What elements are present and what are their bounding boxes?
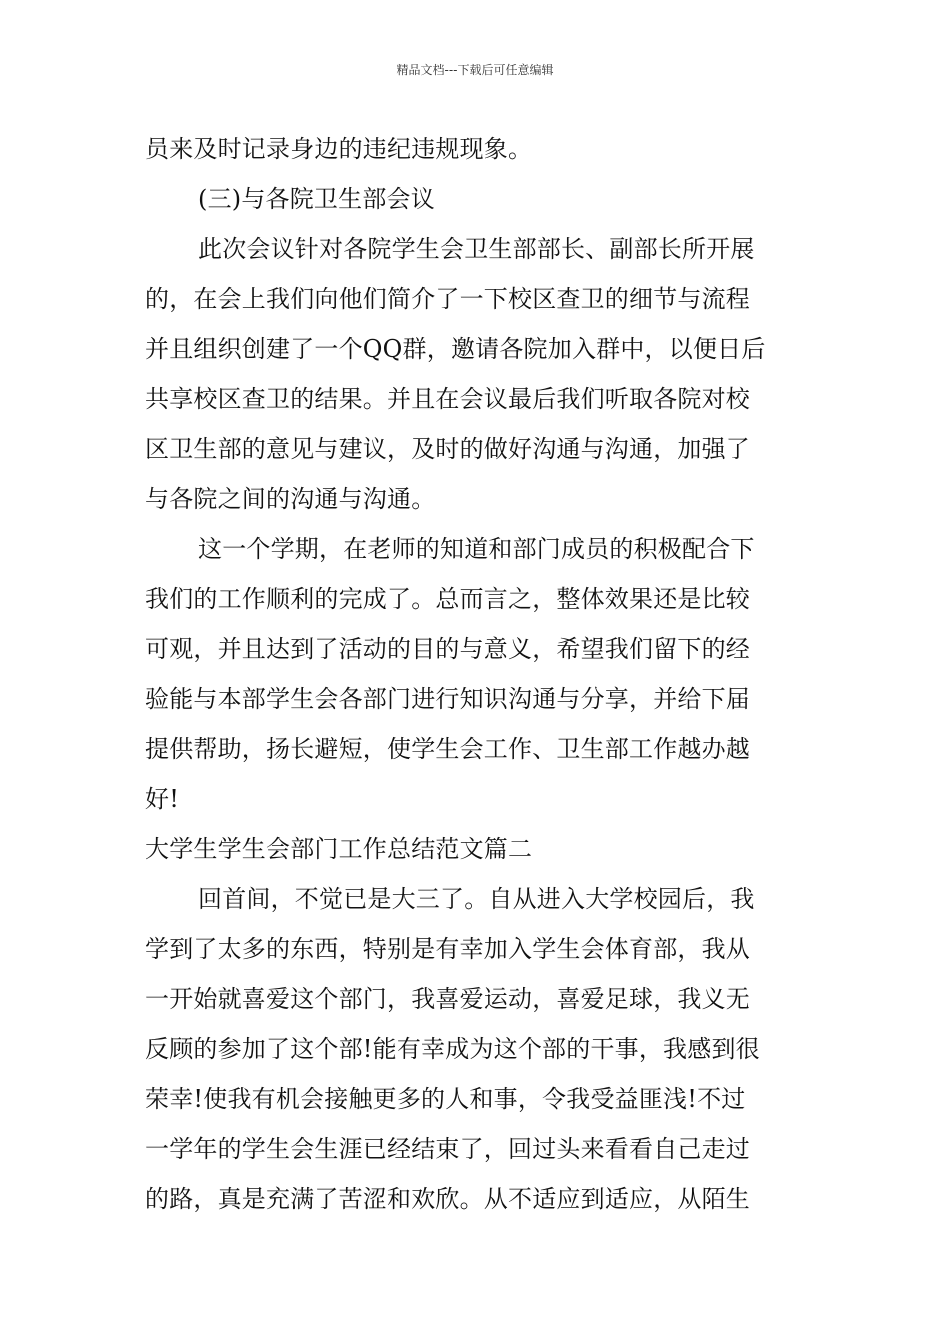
- text-line: 一开始就喜爱这个部门，我喜爱运动，喜爱足球，我义无: [145, 985, 750, 1013]
- text-line: 共享校区查卫的结果。并且在会议最后我们听取各院对校: [145, 385, 750, 413]
- text-line: 荣幸!使我有机会接触更多的人和事，令我受益匪浅!不过: [145, 1085, 746, 1113]
- document-body: [145, 124, 810, 1224]
- article-title: 大学生学生会部门工作总结范文篇二: [145, 835, 533, 863]
- text-line: 提供帮助，扬长避短，使学生会工作、卫生部工作越办越: [145, 735, 750, 763]
- text-line: 可观，并且达到了活动的目的与意义，希望我们留下的经: [145, 635, 750, 663]
- text-line: 学到了太多的东西，特别是有幸加入学生会体育部，我从: [145, 935, 750, 963]
- section-heading: (三)与各院卫生部会议: [198, 185, 435, 213]
- text-line: 这一个学期，在老师的知道和部门成员的积极配合下: [198, 535, 755, 563]
- text-line: 的路，真是充满了苦涩和欢欣。从不适应到适应，从陌生: [145, 1185, 750, 1213]
- text-line: 好!: [145, 785, 180, 813]
- page-header: 精品文档---下载后可任意编辑: [396, 63, 554, 77]
- text-line: 与各院之间的沟通与沟通。: [145, 485, 436, 513]
- text-line: 验能与本部学生会各部门进行知识沟通与分享，并给下届: [145, 685, 750, 713]
- text-line: 此次会议针对各院学生会卫生部部长、副部长所开展: [198, 235, 755, 263]
- text-line: 区卫生部的意见与建议，及时的做好沟通与沟通，加强了: [145, 435, 750, 463]
- text-line: 我们的工作顺利的完成了。总而言之，整体效果还是比较: [145, 585, 750, 613]
- text-line: 一学年的学生会生涯已经结束了，回过头来看看自己走过: [145, 1135, 750, 1163]
- text-line: 并且组织创建了一个QQ群，邀请各院加入群中，以便日后: [145, 335, 766, 363]
- text-line: 回首间，不觉已是大三了。自从进入大学校园后，我: [198, 885, 755, 913]
- text-line: 员来及时记录身边的违纪违规现象。: [145, 135, 533, 163]
- text-line: 的，在会上我们向他们简介了一下校区查卫的细节与流程: [145, 285, 750, 313]
- text-line: 反顾的参加了这个部!能有幸成为这个部的干事，我感到很: [145, 1035, 760, 1063]
